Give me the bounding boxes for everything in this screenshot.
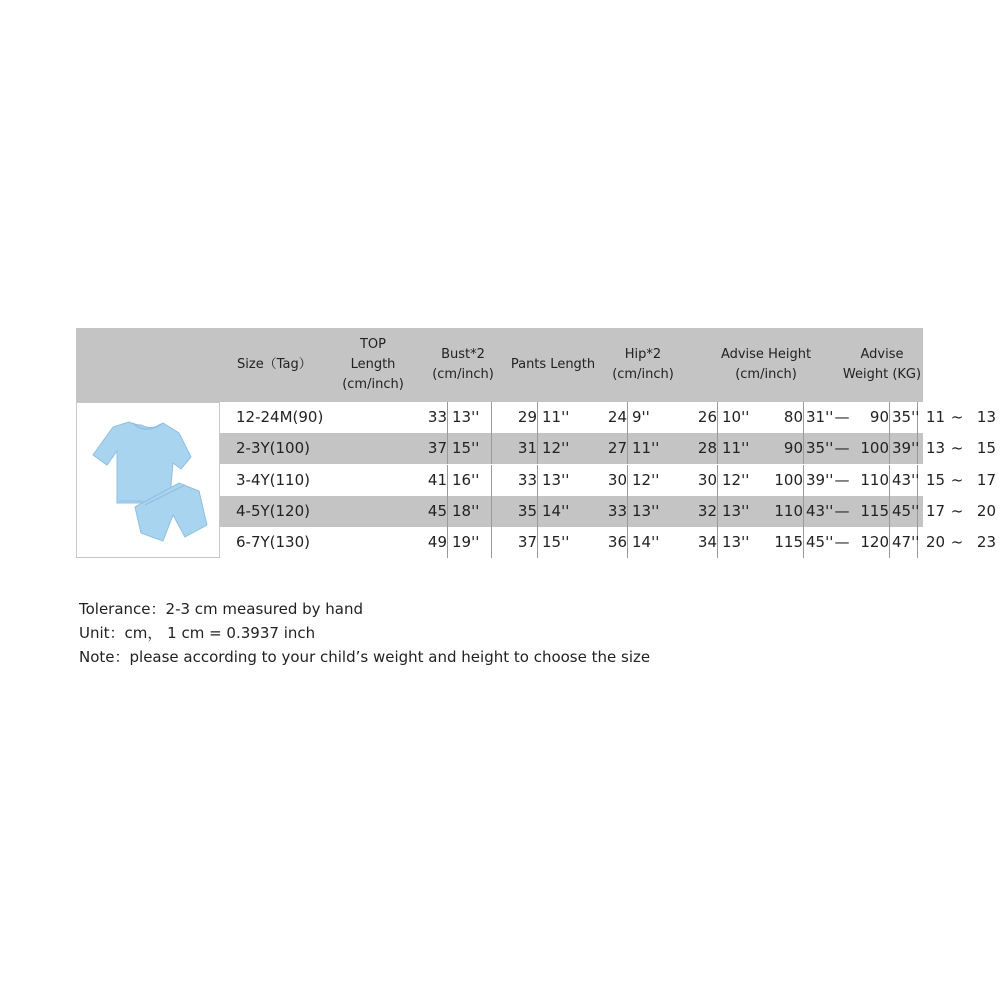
cell-h2-in: 35'' (892, 402, 918, 433)
size-note: Note：please according to your child’s weight and height to choose the size (79, 648, 651, 666)
cell-dash: — (834, 533, 850, 551)
tshirt-shorts-icon (77, 403, 219, 557)
header-advise-height (706, 328, 826, 402)
header-hip (606, 328, 680, 402)
cell-hip-in: 13'' (722, 502, 750, 520)
cell-w1: 17 (926, 502, 946, 520)
cell-bust-cm: 33 (494, 465, 538, 496)
cell-h2-cm: 120 (854, 527, 890, 558)
cell-top-cm: 33 (404, 402, 448, 433)
cell-top-in: 16'' (452, 465, 492, 496)
cell-size: 6-7Y(130) (236, 533, 310, 551)
cell-bust-in: 15'' (542, 533, 570, 551)
cell-dash: — (834, 471, 850, 489)
cell-w1: 20 (926, 533, 946, 551)
unit-note: Unit：cm， 1 cm = 0.3937 inch (79, 624, 316, 642)
header-advise-height-label: Advise Height (720, 347, 812, 362)
table-row (220, 465, 996, 496)
header-top-length-label: TOP Length (350, 337, 396, 372)
cell-tilde: ~ (950, 502, 964, 520)
cell-hip-cm: 34 (674, 527, 718, 558)
cell-pants-in: 13'' (632, 502, 660, 520)
cell-top-in: 19'' (452, 527, 492, 558)
cell-pants-in: 11'' (632, 439, 660, 457)
cell-w2: 13 (976, 408, 996, 426)
header-pants-length (506, 328, 600, 402)
cell-hip-in: 10'' (722, 408, 750, 426)
notes (79, 597, 650, 669)
cell-pants-cm: 33 (584, 496, 628, 527)
table-row (220, 433, 996, 464)
cell-dash: — (834, 502, 850, 520)
cell-pants-in: 9'' (632, 408, 650, 426)
cell-tilde: ~ (950, 533, 964, 551)
cell-tilde: ~ (950, 471, 964, 489)
cell-w1: 13 (926, 439, 946, 457)
cell-bust-cm: 29 (494, 402, 538, 433)
cell-bust-in: 14'' (542, 502, 570, 520)
cell-hip-in: 12'' (722, 471, 750, 489)
cell-h1-cm: 100 (768, 465, 804, 496)
cell-bust-cm: 35 (494, 496, 538, 527)
cell-h2-in: 39'' (892, 433, 918, 464)
header-advise-weight-label: Advise (860, 347, 904, 362)
cell-h2-in: 43'' (892, 465, 918, 496)
cell-bust-in: 13'' (542, 471, 570, 489)
cell-top-cm: 45 (404, 496, 448, 527)
cell-size: 3-4Y(110) (236, 471, 310, 489)
cell-pants-in: 12'' (632, 471, 660, 489)
cell-top-cm: 41 (404, 465, 448, 496)
cell-h1-in: 39'' (806, 471, 834, 489)
header-bust (426, 328, 500, 402)
cell-bust-in: 11'' (542, 408, 570, 426)
cell-h1-cm: 80 (768, 402, 804, 433)
cell-tilde: ~ (950, 408, 964, 426)
cell-h1-cm: 115 (768, 527, 804, 558)
cell-bust-cm: 37 (494, 527, 538, 558)
cell-size: 12-24M(90) (236, 408, 324, 426)
header-hip-label: Hip*2 (624, 347, 662, 362)
cell-bust-in: 12'' (542, 439, 570, 457)
cell-top-in: 13'' (452, 402, 492, 433)
cell-h1-in: 35'' (806, 439, 834, 457)
cell-hip-cm: 32 (674, 496, 718, 527)
cell-dash: — (834, 408, 850, 426)
cell-hip-in: 13'' (722, 533, 750, 551)
cell-h1-cm: 110 (768, 496, 804, 527)
cell-h2-cm: 90 (854, 402, 890, 433)
cell-w1: 15 (926, 471, 946, 489)
header-pants-length-label: Pants Length (510, 357, 596, 372)
cell-hip-cm: 30 (674, 465, 718, 496)
cell-w2: 20 (976, 502, 996, 520)
cell-pants-cm: 24 (584, 402, 628, 433)
tolerance-note: Tolerance：2-3 cm measured by hand (79, 600, 364, 618)
cell-h1-in: 31'' (806, 408, 834, 426)
cell-hip-cm: 28 (674, 433, 718, 464)
cell-h2-in: 45'' (892, 496, 918, 527)
header-size-label: Size（Tag） (237, 357, 312, 372)
cell-top-cm: 49 (404, 527, 448, 558)
product-image (76, 402, 220, 558)
cell-size: 2-3Y(100) (236, 439, 310, 457)
cell-h2-in: 47'' (892, 527, 918, 558)
cell-pants-cm: 36 (584, 527, 628, 558)
cell-h1-in: 43'' (806, 502, 834, 520)
table-header (76, 328, 923, 402)
cell-w2: 17 (976, 471, 996, 489)
header-bust-unit: (cm/inch) (432, 367, 494, 382)
header-advise-weight-unit: Weight (KG) (842, 367, 922, 382)
cell-h2-cm: 110 (854, 465, 890, 496)
cell-hip-in: 11'' (722, 439, 750, 457)
cell-tilde: ~ (950, 439, 964, 457)
header-top-length-unit: (cm/inch) (342, 377, 404, 392)
cell-w2: 15 (976, 439, 996, 457)
cell-pants-cm: 27 (584, 433, 628, 464)
header-size (220, 328, 336, 402)
cell-h2-cm: 100 (854, 433, 890, 464)
cell-dash: — (834, 439, 850, 457)
cell-top-cm: 37 (404, 433, 448, 464)
cell-h1-in: 45'' (806, 533, 834, 551)
cell-top-in: 15'' (452, 433, 492, 464)
cell-h2-cm: 115 (854, 496, 890, 527)
header-advise-weight (842, 328, 922, 402)
header-advise-height-unit: (cm/inch) (735, 367, 797, 382)
table-row (220, 402, 996, 433)
cell-size: 4-5Y(120) (236, 502, 310, 520)
header-bust-label: Bust*2 (441, 347, 485, 362)
cell-bust-cm: 31 (494, 433, 538, 464)
cell-h1-cm: 90 (768, 433, 804, 464)
cell-w1: 11 (926, 408, 946, 426)
cell-w2: 23 (976, 533, 996, 551)
table-row (220, 496, 996, 527)
cell-hip-cm: 26 (674, 402, 718, 433)
cell-pants-in: 14'' (632, 533, 660, 551)
header-hip-unit: (cm/inch) (612, 367, 674, 382)
header-top-length (336, 328, 410, 402)
cell-pants-cm: 30 (584, 465, 628, 496)
cell-top-in: 18'' (452, 496, 492, 527)
table-row (220, 527, 996, 558)
